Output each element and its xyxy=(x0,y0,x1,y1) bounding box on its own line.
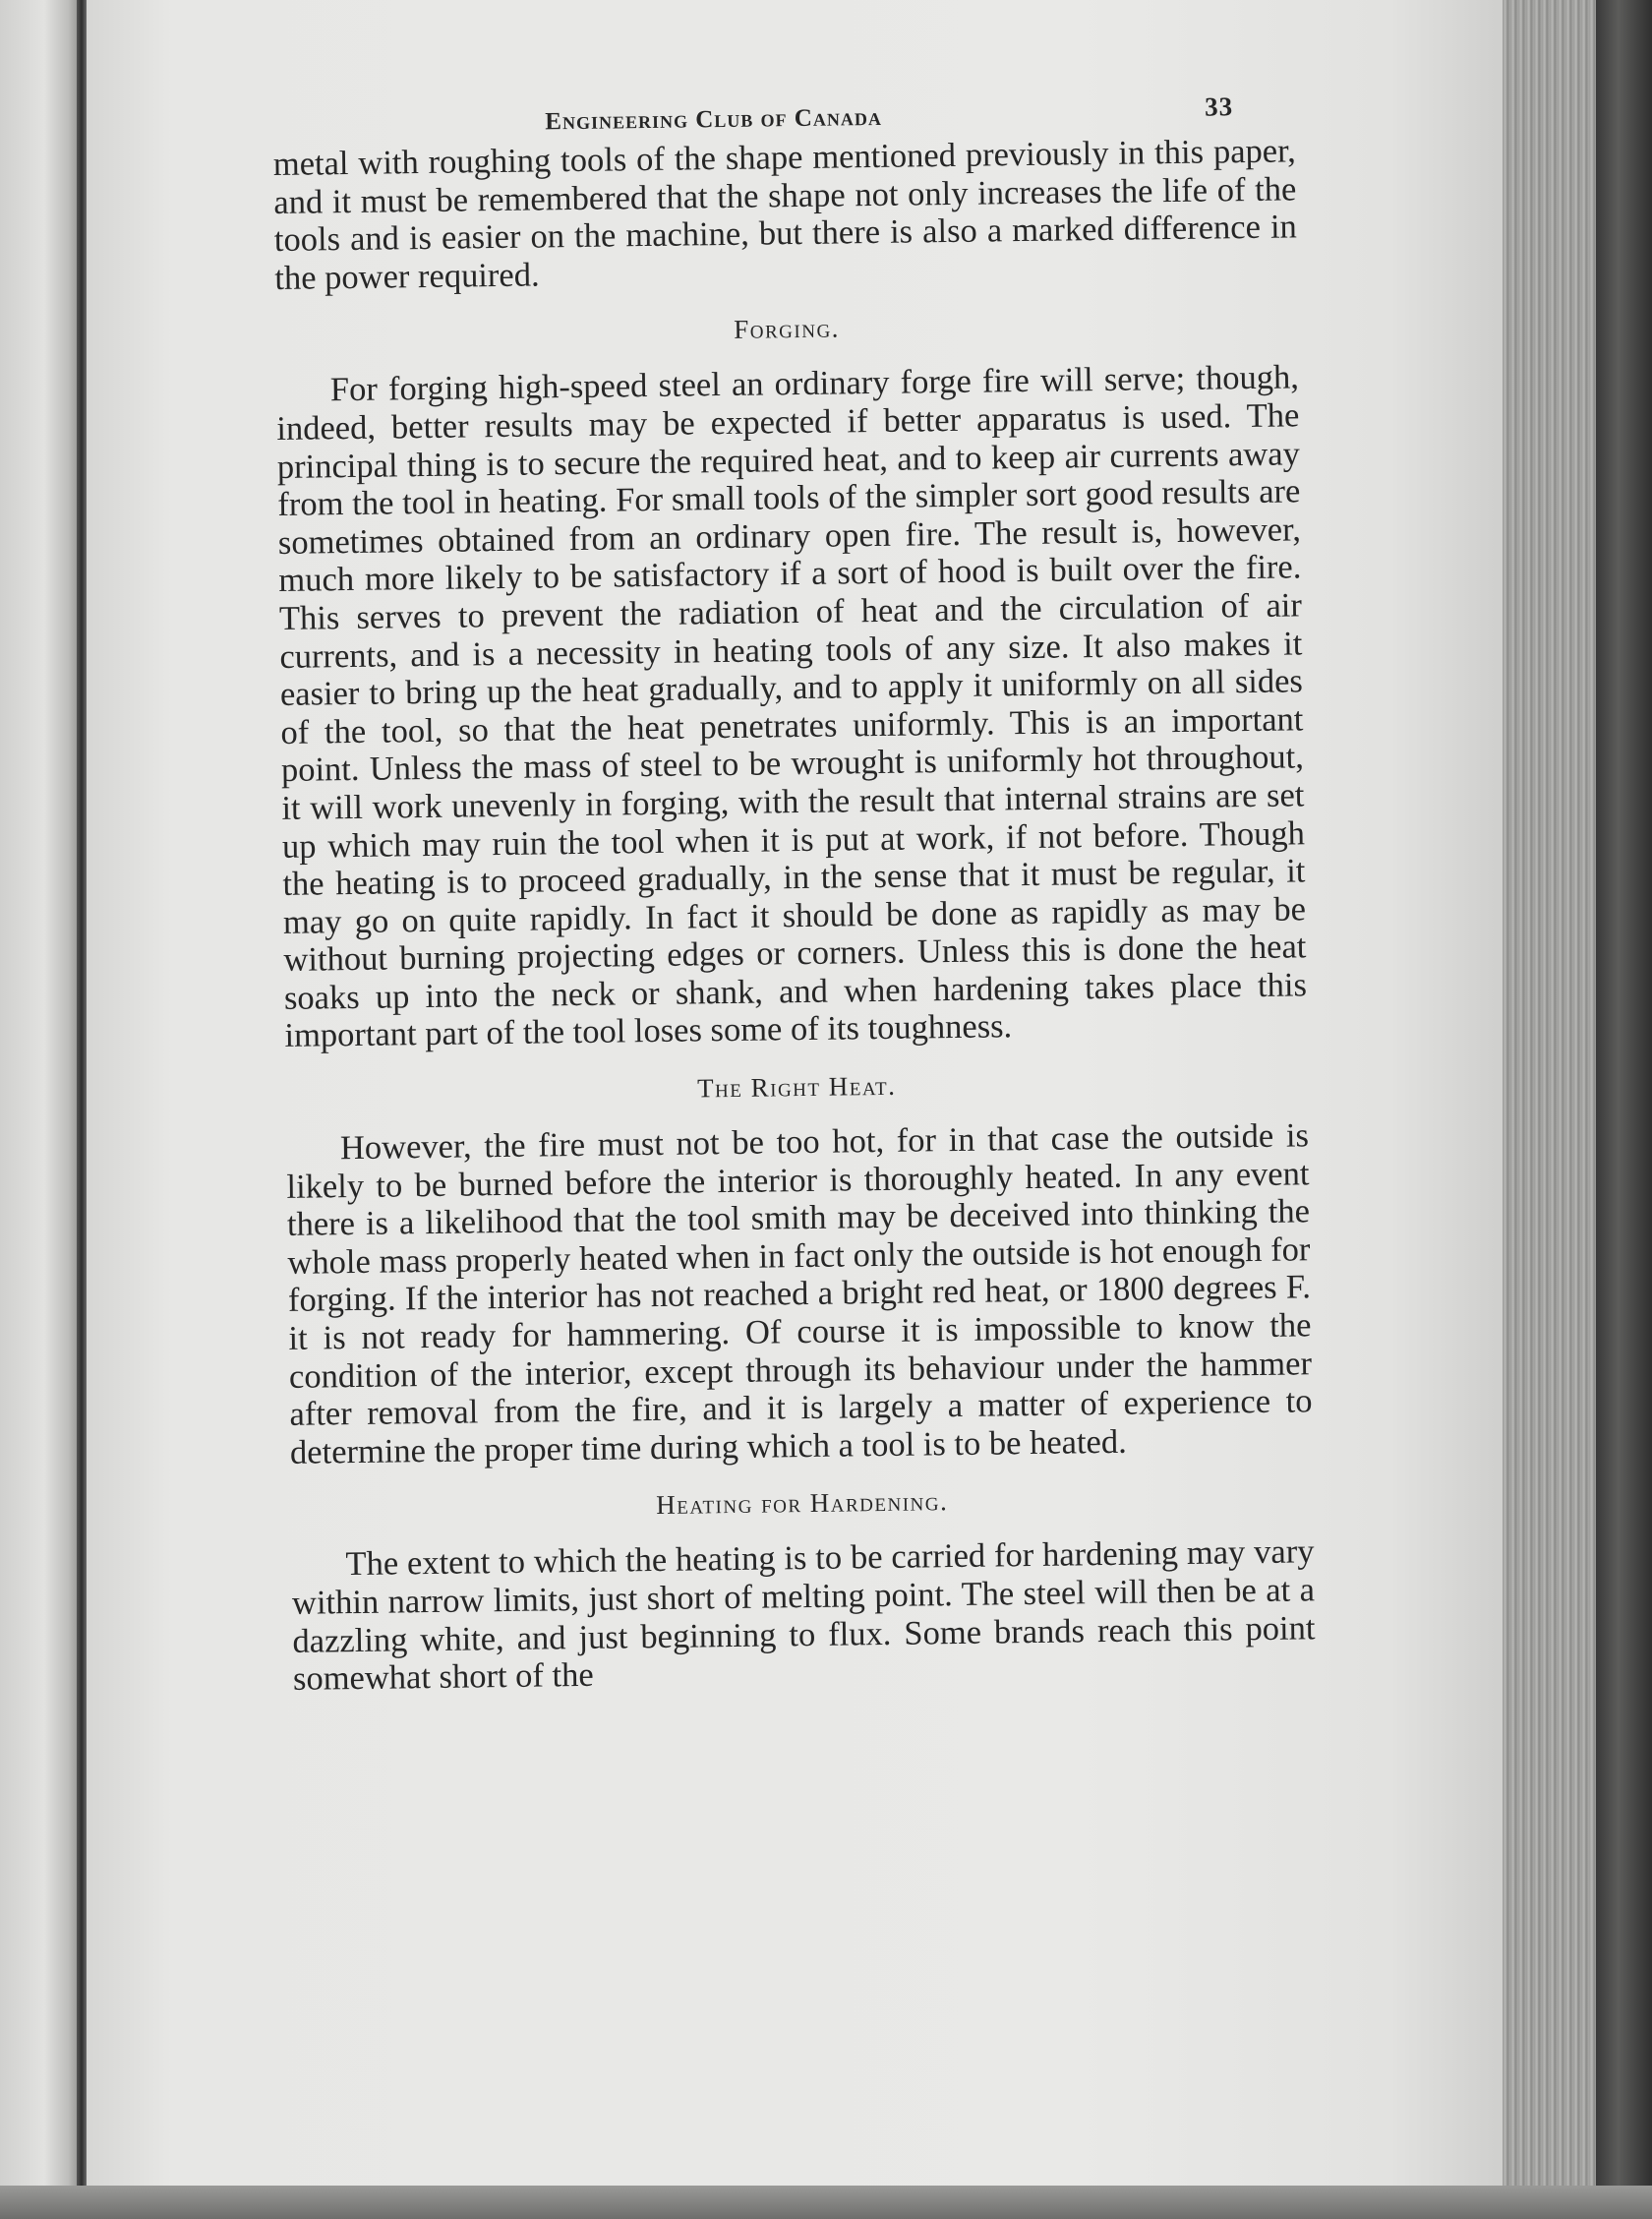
section-heading-forging: Forging. xyxy=(734,313,841,345)
book-cover-edge xyxy=(1596,0,1652,2219)
page-number: 33 xyxy=(1204,91,1234,122)
section-heading-right-heat: The Right Heat. xyxy=(696,1070,897,1104)
book-spine-gutter xyxy=(77,0,87,2219)
facing-page-edge xyxy=(0,0,81,2219)
paragraph-forging: For forging high-speed steel an ordinary forge fire will serve; though, indeed, better results may be expected if better apparatus is used. The principal thing is to secure the required heat, and to keep air currents away from the tool in heating. For small tools of the simpler sort good results are sometimes obtained from an ordinary open fire. The result is, however, much more likely to be satisfactory if a sort of hood is built over the fire. This serves to prevent the radiation of heat and the circulation of air currents, and is a necessity in heating tools of any size. It also makes it easier to bring up the heat gradually, and to apply it uniformly on all sides of the tool, so that the heat penetrates uniformly. This is an important point. Unless the mass of steel to be wrought is uniformly hot throughout, it will work unevenly in forging, with the result that internal strains are set up which may ruin the tool when it is put at work, if not before. Though the heating is to proceed gradually, in the sense that it must be regular, it may go on quite rapidly. In fact it should be done as rapidly as may be without burning projecting edges or corners. Unless this is done the heat soaks up into the neck or shank, and when hardening takes place this important part of the tool loses some of its toughness. xyxy=(276,358,1308,1055)
paragraph-right-heat: However, the fire must not be too hot, for in that case the outside is likely to be burned before the interior is thoroughly heated. In any event there is a likelihood that the tool smith may be deceived into thinking the whole mass properly heated when in fact only the outside is hot enough for forging. If the interior has not reached a bright red heat, or 1800 degrees F. it is not ready for hammering. Of course it is impossible to know the condition of the interior, except through its behaviour under the hammer after removal from the fire, and it is largely a matter of experience to determine the proper time during which a tool is to be heated. xyxy=(286,1116,1313,1471)
running-title: Engineering Club of Canada xyxy=(545,103,883,136)
paragraph-continued: metal with roughing tools of the shape mentioned previously in this paper, and it must be remembered that the shape not only increases the life of the tools and is easier on the machine, but there is also a marked difference in the power required. xyxy=(272,132,1298,297)
page-text-block xyxy=(272,85,1316,1698)
page-stack-edges xyxy=(1503,0,1596,2219)
section-heading-heating-for-hardening: Heating for Hardening. xyxy=(656,1486,949,1521)
paragraph-heating-for-hardening: The extent to which the heating is to be carried for hardening may vary within narrow limits, just short of melting point. The steel will then be at a dazzling white, and just beginning to flux. Some brands reach this point somewhat short of the xyxy=(291,1532,1316,1699)
bottom-page-edge xyxy=(0,2186,1652,2219)
